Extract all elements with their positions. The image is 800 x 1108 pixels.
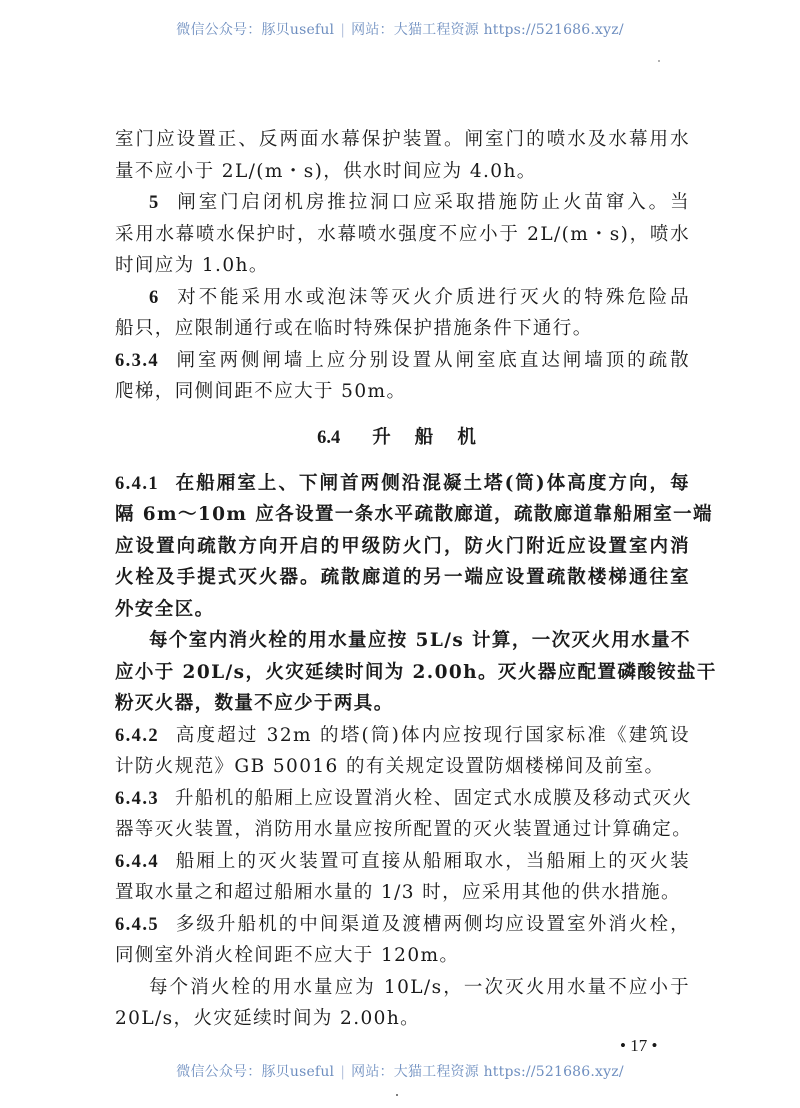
clause-6-3-4: [115, 345, 690, 377]
paragraph-line: 粉灭火器，数量不应少于两具。: [115, 693, 394, 714]
watermark-header: [0, 19, 800, 39]
paragraph-line: 船只，应限制通行或在临时特殊保护措施条件下通行。: [115, 318, 593, 339]
item-5: [115, 187, 690, 219]
clause-text: 船厢上的灭火装置可直接从船厢取水，当船厢上的灭火装: [175, 850, 690, 872]
clause-text: 多级升船机的中间渠道及渡槽两侧均应设置室外消火栓，: [175, 913, 690, 935]
watermark-site: 网站：大猫工程资源 https://521686.xyz/: [351, 22, 624, 38]
paragraph-line: 每个消火栓的用水量应为 10L/s，一次灭火用水量不应小于: [149, 976, 690, 998]
clause-6-4-5: [115, 909, 690, 941]
clause-text: 升船机的船厢上应设置消火栓、固定式水成膜及移动式灭火: [175, 787, 693, 809]
item-number: 5: [149, 193, 160, 213]
section-number: 6.4: [317, 427, 341, 448]
paragraph-line: 隔 6m～10m 应各设置一条水平疏散廊道，疏散廊道靠船厢室一端: [115, 504, 713, 525]
item-text: 闸室门启闭机房推拉洞口应采取措施防止火苗窜入。当: [177, 192, 691, 213]
item-number: 6: [149, 287, 160, 308]
paragraph-line: 20L/s，火灾延续时间为 2.00h。: [115, 1008, 421, 1029]
section-title-char: 机: [457, 426, 476, 448]
watermark-wechat: 微信公众号：豚贝useful: [176, 22, 335, 38]
paragraph-line: 火栓及手提式灭火器。疏散廊道的另一端应设置疏散楼梯通往室: [115, 567, 690, 588]
speck-mark: [396, 1094, 398, 1096]
item-6: [115, 282, 690, 314]
clause-6-4-3: [115, 783, 693, 815]
clause-6-4-2: [115, 720, 690, 752]
section-heading-6-4: [115, 408, 690, 468]
clause-number: 6.3.4: [115, 350, 159, 371]
watermark-separator: |: [340, 22, 346, 38]
clause-number: 6.4.1: [115, 473, 159, 494]
clause-number: 6.4.3: [115, 788, 159, 809]
clause-text: 闸室两侧闸墙上应分别设置从闸室底直达闸墙顶的疏散: [175, 349, 690, 371]
paragraph-line: 应小于 20L/s，火灾延续时间为 2.00h。灭火器应配置磷酸铵盐干: [115, 661, 717, 683]
paragraph-line: 置取水量之和超过船厢水量的 1/3 时，应采用其他的供水措施。: [115, 882, 681, 903]
section-title-char: 船: [414, 426, 434, 448]
clause-number: 6.4.4: [115, 851, 159, 872]
item-text: 对不能采用水或泡沫等灭火介质进行灭火的特殊危险品: [177, 286, 691, 308]
paragraph-line: 时间应为 1.0h。: [115, 255, 269, 276]
clause-number: 6.4.2: [115, 725, 159, 746]
clause-6-4-1: [115, 468, 717, 720]
paragraph-line: 外安全区。: [115, 598, 215, 620]
section-title-char: 升: [372, 426, 391, 448]
paragraph-line: 同侧室外消火栓间距不应大于 120m。: [115, 945, 460, 966]
clause-text: 在船厢室上、下闸首两侧沿混凝土塔(筒)体高度方向，每: [175, 472, 690, 494]
paragraph-line: 量不应小于 2L/(m・s)，供水时间应为 4.0h。: [115, 160, 537, 182]
clause-number: 6.4.5: [115, 914, 159, 935]
paragraph-line: 采用水幕喷水保护时，水幕喷水强度不应小于 2L/(m・s)，喷水: [115, 223, 690, 245]
page-number: • 17 •: [620, 1036, 658, 1055]
paragraph-line: 应设置向疏散方向开启的甲级防火门，防火门附近应设置室内消: [115, 535, 690, 557]
paragraph-line: 爬梯，同侧间距不应大于 50m。: [115, 381, 407, 402]
speck-mark: [658, 60, 660, 62]
clause-6-4-4: [115, 846, 690, 878]
watermark-site: 网站：大猫工程资源 https://521686.xyz/: [351, 1064, 624, 1080]
watermark-separator: |: [340, 1064, 346, 1080]
clause-text: 高度超过 32m 的塔(筒)体内应按现行国家标准《建筑设: [175, 724, 690, 746]
watermark-wechat: 微信公众号：豚贝useful: [176, 1064, 335, 1080]
paragraph-line: 器等灭火装置，消防用水量应按所配置的灭火装置通过计算确定。: [115, 819, 693, 840]
document-page: [115, 124, 717, 1035]
paragraph-line: 每个室内消火栓的用水量应按 5L/s 计算，一次灭火用水量不: [149, 630, 691, 651]
paragraph-line: 计防火规范》GB 50016 的有关规定设置防烟楼梯间及前室。: [115, 756, 665, 777]
watermark-footer: [0, 1061, 800, 1081]
paragraph-line: 室门应设置正、反两面水幕保护装置。闸室门的喷水及水幕用水: [115, 129, 690, 150]
